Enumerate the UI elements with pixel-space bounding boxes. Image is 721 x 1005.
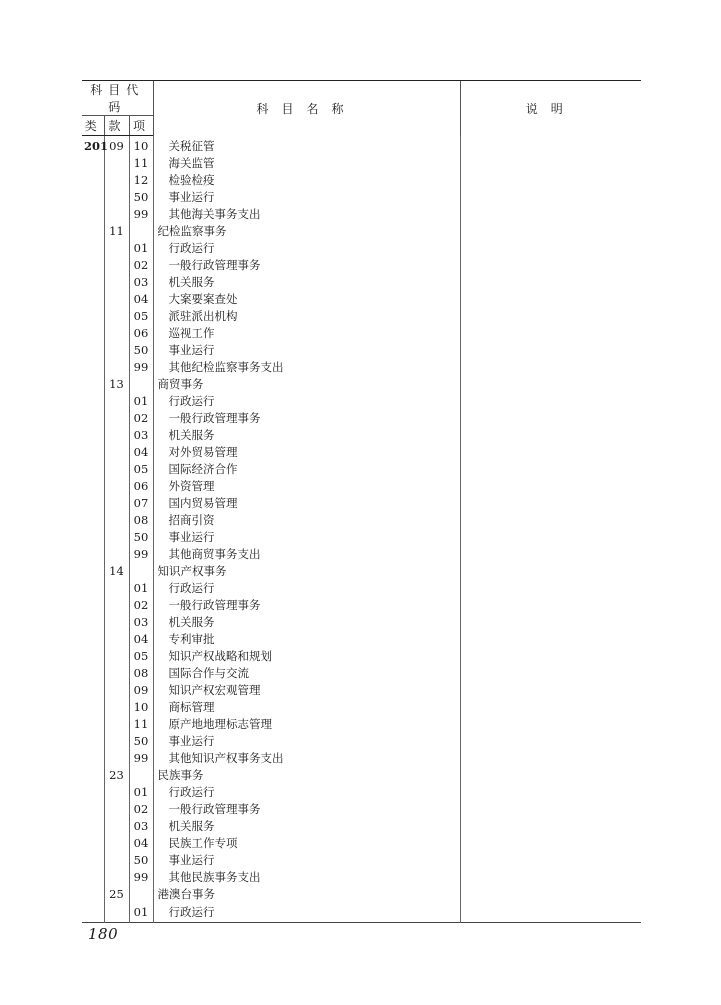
lei-cell — [82, 818, 104, 835]
lei-cell — [82, 155, 104, 172]
subject-name-cell: 关税征管 — [153, 136, 460, 156]
description-cell — [460, 410, 641, 427]
kuan-cell: 09 — [104, 136, 129, 156]
lei-cell — [82, 733, 104, 750]
description-cell — [460, 376, 641, 393]
table-row — [82, 512, 641, 529]
kuan-cell: 23 — [104, 767, 129, 784]
table-row — [82, 614, 641, 631]
description-cell — [460, 359, 641, 376]
xiang-cell: 03 — [129, 818, 153, 835]
xiang-cell: 04 — [129, 291, 153, 308]
table-row — [82, 461, 641, 478]
lei-cell — [82, 784, 104, 801]
xiang-cell: 01 — [129, 240, 153, 257]
description-cell — [460, 903, 641, 923]
xiang-cell: 11 — [129, 155, 153, 172]
xiang-cell: 03 — [129, 274, 153, 291]
subject-name-cell: 巡视工作 — [153, 325, 460, 342]
description-cell — [460, 444, 641, 461]
xiang-cell: 09 — [129, 682, 153, 699]
subject-name-cell: 商贸事务 — [153, 376, 460, 393]
subject-name-cell: 一般行政管理事务 — [153, 801, 460, 818]
xiang-cell: 50 — [129, 189, 153, 206]
subject-name-cell: 其他商贸事务支出 — [153, 546, 460, 563]
lei-cell — [82, 393, 104, 410]
lei-cell — [82, 427, 104, 444]
xiang-cell: 11 — [129, 716, 153, 733]
subject-name-cell: 机关服务 — [153, 427, 460, 444]
kuan-cell — [104, 359, 129, 376]
description-cell — [460, 767, 641, 784]
description-cell — [460, 716, 641, 733]
kuan-cell — [104, 291, 129, 308]
subject-name-cell: 国内贸易管理 — [153, 495, 460, 512]
kuan-cell — [104, 648, 129, 665]
xiang-cell: 05 — [129, 308, 153, 325]
xiang-cell: 05 — [129, 648, 153, 665]
table-row — [82, 665, 641, 682]
lei-cell — [82, 291, 104, 308]
lei-cell — [82, 240, 104, 257]
subject-name-cell: 行政运行 — [153, 580, 460, 597]
lei-cell — [82, 529, 104, 546]
subject-name-cell: 其他知识产权事务支出 — [153, 750, 460, 767]
subject-code-header: 科目代码 — [82, 81, 153, 116]
subject-name-cell: 国际经济合作 — [153, 461, 460, 478]
lei-cell — [82, 716, 104, 733]
description-cell — [460, 478, 641, 495]
kuan-cell — [104, 512, 129, 529]
kuan-cell — [104, 495, 129, 512]
kuan-cell — [104, 478, 129, 495]
description-cell — [460, 291, 641, 308]
lei-cell — [82, 614, 104, 631]
table-row — [82, 308, 641, 325]
lei-cell — [82, 886, 104, 903]
lei-cell — [82, 410, 104, 427]
kuan-cell — [104, 835, 129, 852]
table-row — [82, 376, 641, 393]
kuan-cell — [104, 257, 129, 274]
lei-cell — [82, 478, 104, 495]
lei-cell — [82, 376, 104, 393]
kuan-cell — [104, 325, 129, 342]
description-cell — [460, 512, 641, 529]
table-bottom-rule — [82, 923, 641, 924]
lei-cell — [82, 342, 104, 359]
xiang-cell: 04 — [129, 835, 153, 852]
description-cell — [460, 750, 641, 767]
table-row — [82, 136, 641, 156]
table-row — [82, 852, 641, 869]
xiang-cell: 05 — [129, 461, 153, 478]
table-row — [82, 240, 641, 257]
description-cell — [460, 461, 641, 478]
description-cell — [460, 342, 641, 359]
kuan-cell — [104, 614, 129, 631]
table-row — [82, 359, 641, 376]
table-row — [82, 529, 641, 546]
lei-cell — [82, 699, 104, 716]
xiang-cell: 99 — [129, 750, 153, 767]
lei-cell — [82, 750, 104, 767]
xiang-cell: 08 — [129, 665, 153, 682]
description-cell — [460, 240, 641, 257]
lei-cell — [82, 495, 104, 512]
subject-name-cell: 国际合作与交流 — [153, 665, 460, 682]
table-row — [82, 631, 641, 648]
lei-cell — [82, 767, 104, 784]
kuan-cell — [104, 546, 129, 563]
table-row — [82, 835, 641, 852]
table-row — [82, 257, 641, 274]
subject-name-cell: 事业运行 — [153, 529, 460, 546]
subject-name-cell: 事业运行 — [153, 342, 460, 359]
description-cell — [460, 155, 641, 172]
kuan-cell — [104, 427, 129, 444]
xiang-cell: 01 — [129, 580, 153, 597]
description-cell — [460, 529, 641, 546]
subject-name-cell: 检验检疫 — [153, 172, 460, 189]
kuan-cell — [104, 784, 129, 801]
xiang-cell: 04 — [129, 444, 153, 461]
table-row — [82, 903, 641, 923]
description-cell — [460, 665, 641, 682]
description-cell — [460, 631, 641, 648]
table-body — [82, 136, 641, 923]
xiang-header: 项 — [129, 116, 153, 136]
table-row — [82, 274, 641, 291]
description-cell — [460, 580, 641, 597]
xiang-cell: 50 — [129, 342, 153, 359]
page-number: 180 — [88, 925, 119, 943]
subject-name-cell: 行政运行 — [153, 240, 460, 257]
kuan-cell — [104, 529, 129, 546]
table-row — [82, 155, 641, 172]
subject-name-header: 科目名称 — [153, 81, 460, 136]
table-row — [82, 410, 641, 427]
xiang-cell: 10 — [129, 699, 153, 716]
lei-cell — [82, 512, 104, 529]
lei-cell — [82, 648, 104, 665]
table-row — [82, 682, 641, 699]
kuan-cell — [104, 682, 129, 699]
description-cell — [460, 886, 641, 903]
kuan-cell — [104, 206, 129, 223]
subject-name-cell: 其他民族事务支出 — [153, 869, 460, 886]
table-row — [82, 733, 641, 750]
xiang-cell: 50 — [129, 529, 153, 546]
description-cell — [460, 733, 641, 750]
description-header: 说明 — [460, 81, 641, 136]
description-cell — [460, 274, 641, 291]
table-row — [82, 563, 641, 580]
budget-subject-table — [82, 80, 641, 923]
subject-name-cell: 机关服务 — [153, 274, 460, 291]
lei-cell — [82, 852, 104, 869]
table-row — [82, 886, 641, 903]
xiang-cell: 99 — [129, 869, 153, 886]
lei-cell — [82, 444, 104, 461]
lei-cell — [82, 801, 104, 818]
xiang-cell: 03 — [129, 427, 153, 444]
subject-name-cell: 海关监管 — [153, 155, 460, 172]
kuan-cell — [104, 240, 129, 257]
kuan-cell — [104, 342, 129, 359]
subject-name-cell: 其他海关事务支出 — [153, 206, 460, 223]
kuan-cell — [104, 750, 129, 767]
description-cell — [460, 206, 641, 223]
subject-name-cell: 纪检监察事务 — [153, 223, 460, 240]
kuan-cell — [104, 699, 129, 716]
lei-cell — [82, 257, 104, 274]
subject-name-cell: 机关服务 — [153, 818, 460, 835]
subject-name-cell: 一般行政管理事务 — [153, 257, 460, 274]
xiang-cell: 02 — [129, 597, 153, 614]
kuan-cell — [104, 852, 129, 869]
lei-cell — [82, 308, 104, 325]
subject-name-cell: 民族工作专项 — [153, 835, 460, 852]
table-row — [82, 699, 641, 716]
table-row — [82, 223, 641, 240]
kuan-cell — [104, 903, 129, 923]
xiang-cell: 12 — [129, 172, 153, 189]
xiang-cell: 02 — [129, 410, 153, 427]
kuan-cell — [104, 172, 129, 189]
kuan-cell — [104, 631, 129, 648]
xiang-cell — [129, 886, 153, 903]
kuan-cell — [104, 155, 129, 172]
description-cell — [460, 546, 641, 563]
xiang-cell — [129, 223, 153, 240]
table-row — [82, 291, 641, 308]
table-row — [82, 189, 641, 206]
table-row — [82, 206, 641, 223]
description-cell — [460, 869, 641, 886]
kuan-cell — [104, 665, 129, 682]
subject-name-cell: 对外贸易管理 — [153, 444, 460, 461]
description-cell — [460, 818, 641, 835]
lei-cell — [82, 223, 104, 240]
lei-cell — [82, 546, 104, 563]
subject-name-cell: 大案要案查处 — [153, 291, 460, 308]
kuan-header: 款 — [104, 116, 129, 136]
subject-name-cell: 行政运行 — [153, 903, 460, 923]
kuan-cell: 13 — [104, 376, 129, 393]
description-cell — [460, 648, 641, 665]
lei-cell — [82, 903, 104, 923]
subject-name-cell: 一般行政管理事务 — [153, 597, 460, 614]
lei-cell — [82, 835, 104, 852]
kuan-cell — [104, 189, 129, 206]
lei-cell — [82, 325, 104, 342]
description-cell — [460, 223, 641, 240]
xiang-cell — [129, 376, 153, 393]
subject-name-cell: 其他纪检监察事务支出 — [153, 359, 460, 376]
table-row — [82, 444, 641, 461]
xiang-cell: 50 — [129, 733, 153, 750]
subject-name-cell: 知识产权事务 — [153, 563, 460, 580]
description-cell — [460, 495, 641, 512]
subject-name-cell: 港澳台事务 — [153, 886, 460, 903]
description-cell — [460, 614, 641, 631]
table-row — [82, 648, 641, 665]
lei-cell: 201 — [84, 139, 109, 153]
description-cell — [460, 257, 641, 274]
subject-name-cell: 事业运行 — [153, 189, 460, 206]
description-cell — [460, 172, 641, 189]
lei-cell — [82, 359, 104, 376]
table-row — [82, 716, 641, 733]
table-row — [82, 393, 641, 410]
kuan-cell: 11 — [104, 223, 129, 240]
kuan-cell — [104, 461, 129, 478]
description-cell — [460, 597, 641, 614]
subject-name-cell: 事业运行 — [153, 733, 460, 750]
kuan-cell — [104, 818, 129, 835]
kuan-cell — [104, 274, 129, 291]
xiang-cell: 50 — [129, 852, 153, 869]
xiang-cell — [129, 767, 153, 784]
kuan-cell — [104, 444, 129, 461]
subject-name-cell: 派驻派出机构 — [153, 308, 460, 325]
xiang-cell: 02 — [129, 257, 153, 274]
lei-cell — [82, 665, 104, 682]
table-row — [82, 597, 641, 614]
xiang-cell: 01 — [129, 784, 153, 801]
table-row — [82, 784, 641, 801]
xiang-cell: 99 — [129, 206, 153, 223]
subject-name-cell: 事业运行 — [153, 852, 460, 869]
subject-name-cell: 外资管理 — [153, 478, 460, 495]
subject-name-cell: 民族事务 — [153, 767, 460, 784]
lei-cell — [82, 631, 104, 648]
lei-cell — [82, 274, 104, 291]
xiang-cell: 03 — [129, 614, 153, 631]
table-header — [82, 81, 641, 136]
description-cell — [460, 699, 641, 716]
kuan-cell — [104, 801, 129, 818]
table-row — [82, 427, 641, 444]
subject-name-cell: 一般行政管理事务 — [153, 410, 460, 427]
lei-cell — [82, 563, 104, 580]
kuan-cell: 25 — [104, 886, 129, 903]
description-cell — [460, 427, 641, 444]
description-cell — [460, 136, 641, 156]
description-cell — [460, 189, 641, 206]
xiang-cell: 07 — [129, 495, 153, 512]
description-cell — [460, 325, 641, 342]
xiang-cell: 01 — [129, 903, 153, 923]
subject-name-cell: 知识产权战略和规划 — [153, 648, 460, 665]
table-row — [82, 750, 641, 767]
xiang-cell: 10 — [129, 136, 153, 156]
table-row — [82, 342, 641, 359]
xiang-cell: 06 — [129, 478, 153, 495]
lei-cell — [82, 869, 104, 886]
table-row — [82, 767, 641, 784]
lei-cell — [82, 172, 104, 189]
xiang-cell: 06 — [129, 325, 153, 342]
table-row — [82, 869, 641, 886]
description-cell — [460, 393, 641, 410]
lei-cell — [82, 580, 104, 597]
description-cell — [460, 563, 641, 580]
xiang-cell: 99 — [129, 546, 153, 563]
xiang-cell: 99 — [129, 359, 153, 376]
table-row — [82, 818, 641, 835]
kuan-cell — [104, 393, 129, 410]
table-row — [82, 580, 641, 597]
xiang-cell: 08 — [129, 512, 153, 529]
subject-name-cell: 知识产权宏观管理 — [153, 682, 460, 699]
kuan-cell — [104, 869, 129, 886]
kuan-cell — [104, 580, 129, 597]
subject-name-cell: 招商引资 — [153, 512, 460, 529]
subject-name-cell: 专利审批 — [153, 631, 460, 648]
subject-name-cell: 机关服务 — [153, 614, 460, 631]
lei-cell — [82, 682, 104, 699]
description-cell — [460, 308, 641, 325]
table-row — [82, 495, 641, 512]
xiang-cell: 04 — [129, 631, 153, 648]
kuan-cell — [104, 716, 129, 733]
xiang-cell — [129, 563, 153, 580]
lei-cell — [82, 597, 104, 614]
kuan-cell: 14 — [104, 563, 129, 580]
table-row — [82, 546, 641, 563]
table-row — [82, 801, 641, 818]
description-cell — [460, 852, 641, 869]
kuan-cell — [104, 597, 129, 614]
xiang-cell: 02 — [129, 801, 153, 818]
lei-cell — [82, 461, 104, 478]
table-row — [82, 325, 641, 342]
subject-name-cell: 行政运行 — [153, 393, 460, 410]
subject-name-cell: 原产地地理标志管理 — [153, 716, 460, 733]
subject-name-cell: 行政运行 — [153, 784, 460, 801]
kuan-cell — [104, 308, 129, 325]
kuan-cell — [104, 733, 129, 750]
subject-name-cell: 商标管理 — [153, 699, 460, 716]
description-cell — [460, 784, 641, 801]
xiang-cell: 01 — [129, 393, 153, 410]
lei-cell — [82, 206, 104, 223]
description-cell — [460, 835, 641, 852]
description-cell — [460, 682, 641, 699]
description-cell — [460, 801, 641, 818]
lei-header: 类 — [82, 116, 104, 136]
lei-cell — [82, 189, 104, 206]
table-row — [82, 478, 641, 495]
kuan-cell — [104, 410, 129, 427]
table-row — [82, 172, 641, 189]
